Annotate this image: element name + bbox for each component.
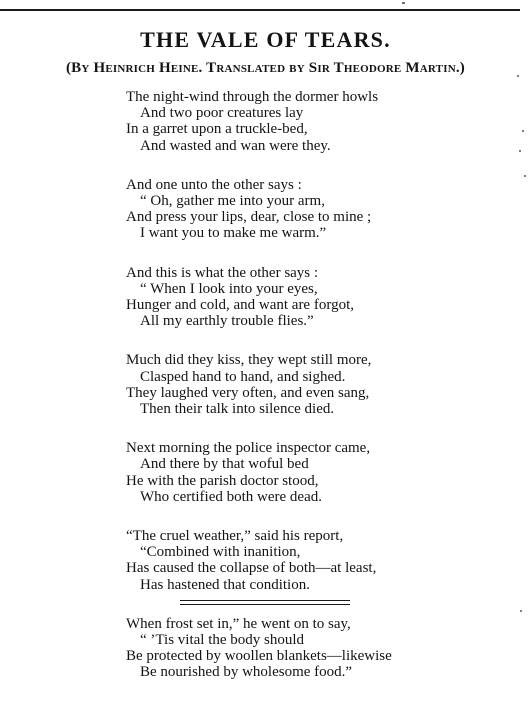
poem-line: “ Oh, gather me into your arm, xyxy=(140,193,325,210)
poem-line: Be nourished by wholesome food.” xyxy=(140,664,353,681)
poem-line: They laughed very often, and even sang, xyxy=(126,384,370,401)
closing-rule-lower xyxy=(180,604,350,605)
stanza xyxy=(126,89,446,154)
closing-double-rule xyxy=(180,600,350,605)
poem-line: Clasped hand to hand, and sighed. xyxy=(140,368,346,385)
poem-byline: (By Heinrich Heine. Translated by Sir Theodore Martin.) xyxy=(65,60,465,76)
poem-line: “ When I look into your eyes, xyxy=(140,280,318,297)
poem-line: Who certified both were dead. xyxy=(140,488,322,505)
poem-line: And press your lips, dear, close to mine ; xyxy=(126,209,372,226)
stanza xyxy=(126,265,446,330)
stanza xyxy=(126,528,446,593)
poem-line: Much did they kiss, they wept still more, xyxy=(126,352,372,369)
poem-line: “The cruel weather,” said his report, xyxy=(126,528,344,545)
poem-line: And this is what the other says : xyxy=(126,264,319,281)
poem-line: And two poor creatures lay xyxy=(140,105,304,122)
poem-line: He with the parish doctor stood, xyxy=(126,472,319,489)
poem-line: When frost set in,” he went on to say, xyxy=(126,615,351,632)
poem-line: “Combined with inanition, xyxy=(140,544,301,561)
poem-line: Has caused the collapse of both—at least, xyxy=(126,560,377,577)
poem-line: In a garret upon a truckle-bed, xyxy=(126,121,308,138)
print-speck xyxy=(522,130,524,132)
top-rule xyxy=(0,9,520,11)
poem-line: Has hastened that condition. xyxy=(140,576,310,593)
poem-line: And one unto the other says : xyxy=(126,176,302,193)
poem-body xyxy=(126,89,446,704)
poem-line: All my earthly trouble flies.” xyxy=(140,313,314,330)
print-speck xyxy=(524,175,526,177)
poem-line: Be protected by woollen blankets—likewise xyxy=(126,648,392,665)
print-speck xyxy=(402,2,405,4)
stanza xyxy=(126,352,446,417)
stanza xyxy=(126,616,446,681)
poem-line: Hunger and cold, and want are forgot, xyxy=(126,297,354,314)
poem-line: I want you to make me warm.” xyxy=(140,225,327,242)
stanza xyxy=(126,177,446,242)
poem-line: Next morning the police inspector came, xyxy=(126,440,371,457)
poem-line: “ ’Tis vital the body should xyxy=(140,632,305,649)
poem-line: The night-wind through the dormer howls xyxy=(126,89,379,105)
poem-title: THE VALE OF TEARS. xyxy=(140,27,391,52)
print-speck xyxy=(519,150,521,152)
print-speck xyxy=(520,610,522,612)
poem-line: And wasted and wan were they. xyxy=(140,137,331,154)
poem-line: Then their talk into silence died. xyxy=(140,401,335,418)
poem-line: And there by that woful bed xyxy=(140,456,309,473)
closing-rule-upper xyxy=(180,600,350,601)
stanza xyxy=(126,440,446,505)
